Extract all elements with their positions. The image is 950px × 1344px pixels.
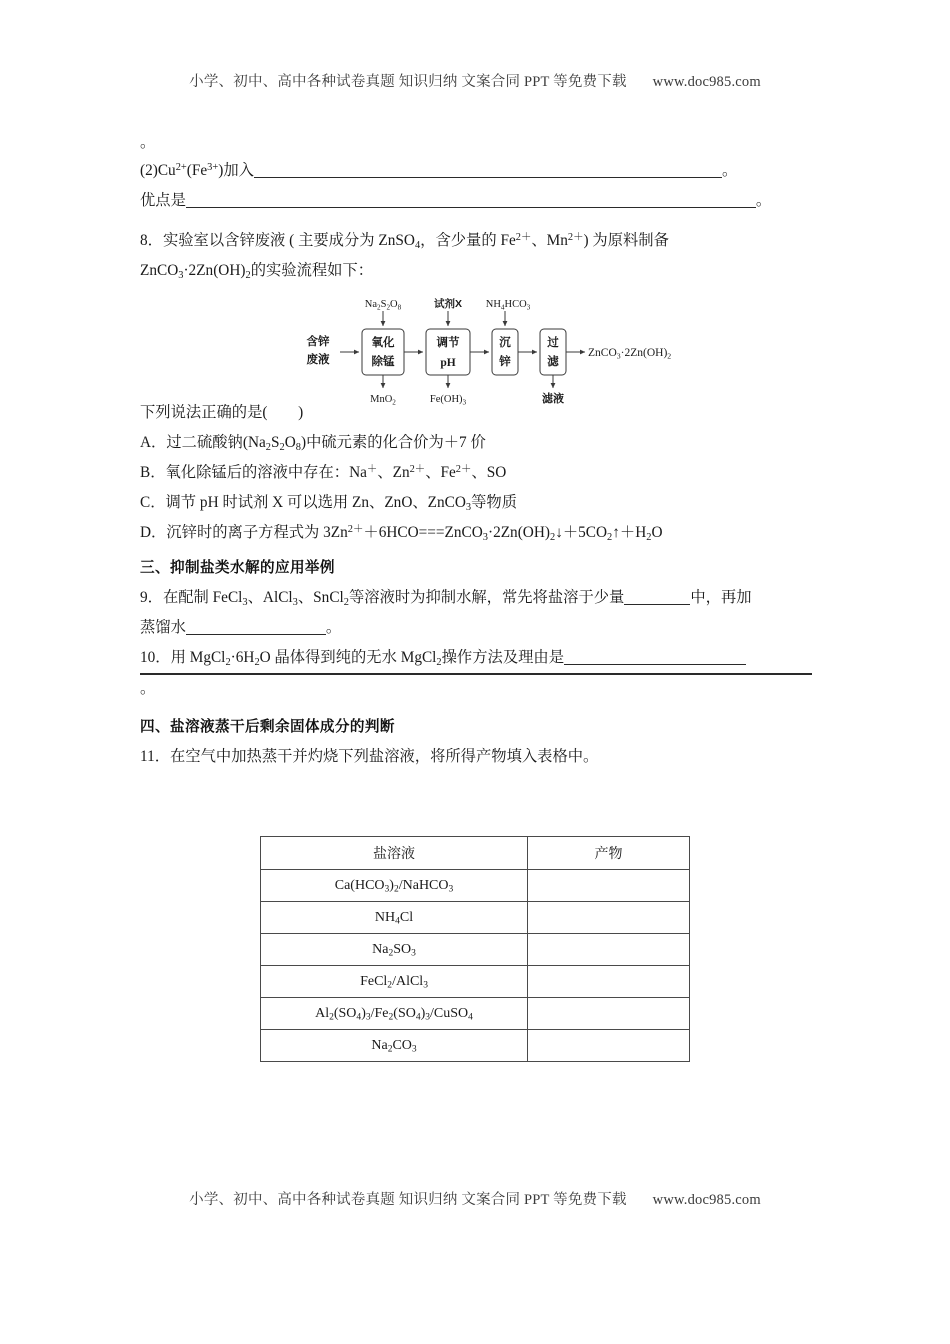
option-a-t4: )中硫元素的化合价为＋7 价: [300, 434, 486, 451]
q9-t2: 、AlCl: [247, 589, 293, 606]
f-s: 2: [387, 980, 393, 991]
q2-sup-cu: 2+: [175, 162, 187, 174]
f-s: 3: [423, 980, 428, 991]
flow-reagent-na2s2o8: $Na_2S_2O_8$: [364, 299, 402, 312]
option-b-s2: 2＋: [409, 464, 426, 476]
option-c-t2: 等物质: [471, 494, 518, 511]
f-t: Cl: [399, 909, 414, 925]
table-row: [261, 870, 690, 902]
table-cell-salt: [261, 870, 528, 902]
flow-box-1-line2: 除锰: [371, 356, 395, 368]
q8-text-2: ，含少量的 Fe: [420, 232, 516, 249]
table-cell-salt: [261, 934, 528, 966]
advantage-line: [140, 186, 812, 216]
option-b-t2: 、Zn: [377, 464, 410, 481]
q9-t3: 、SnCl: [297, 589, 344, 606]
table-cell-salt: [261, 1030, 528, 1062]
option-a-s2: 2: [279, 441, 285, 453]
flow-box-4-line1: 过: [547, 337, 559, 349]
q2-suffix: )加入: [218, 162, 254, 179]
q8-formula-sub-2: 2: [245, 269, 251, 281]
option-d-s5: 2: [646, 531, 652, 543]
option-a-t3: O: [284, 434, 296, 451]
advantage-label: 优点是: [140, 192, 186, 209]
q8-text-3: 、Mn: [531, 232, 568, 249]
flow-box-1: [362, 329, 404, 375]
f-t: Na: [371, 1037, 388, 1053]
q9-t4: 等溶液时为抑制水解，常先将盐溶于少量: [348, 589, 625, 606]
f-s: 3: [425, 1012, 431, 1023]
experiment-flowchart: [296, 292, 676, 407]
flow-output-filtrate: 滤液: [542, 393, 564, 405]
f-s: 4: [395, 916, 400, 927]
f-s: 2: [387, 1044, 393, 1055]
table-row: [261, 966, 690, 998]
q10-s3: 2: [436, 656, 442, 668]
flow-box-2-line1: 调节: [436, 337, 460, 349]
section-3-heading: 三、抑制盐类水解的应用举例: [140, 560, 335, 576]
f-s: 4: [356, 1012, 362, 1023]
flow-box-4-line2: 滤: [547, 356, 559, 368]
q9-s1: 3: [242, 596, 248, 608]
f-s: 2: [393, 884, 399, 895]
table-header-row: [261, 837, 690, 870]
option-b-label: B．: [140, 464, 166, 481]
f-t: /Fe: [370, 1005, 389, 1021]
f-s: 4: [468, 1012, 473, 1023]
f-s: 3: [411, 948, 416, 959]
flow-box-1-line1: 氧化: [371, 337, 395, 349]
table-cell-product[interactable]: [528, 1030, 690, 1062]
f-t: /NaHCO: [398, 877, 449, 893]
q9-t1: 在配制 FeCl: [162, 589, 243, 606]
table-cell-salt: [261, 902, 528, 934]
table-cell-product[interactable]: [528, 902, 690, 934]
f-s: 2: [388, 948, 394, 959]
flow-reagent-nh4hco3: $NH_4HCO_3$: [485, 299, 531, 312]
option-d-t6: O: [651, 524, 663, 541]
f-t: ): [420, 1005, 426, 1021]
option-d-s3: 2: [550, 531, 556, 543]
content-column: [140, 130, 812, 772]
q2-sup-fe: 3+: [207, 162, 219, 174]
option-d-s4: 2: [607, 531, 613, 543]
question-8-stem-line2: [140, 256, 812, 286]
option-d-s2: 3: [482, 531, 488, 543]
option-d-s1: 2＋: [347, 524, 364, 536]
option-d-label: D．: [140, 524, 167, 541]
option-a-t2: S: [270, 434, 280, 451]
table-row: [261, 902, 690, 934]
f-t: Na: [372, 941, 389, 957]
table-cell-salt: [261, 998, 528, 1030]
f-s: 2: [329, 1012, 334, 1023]
flow-box-3-line1: 沉: [499, 337, 511, 349]
q10-number: 10．: [140, 649, 171, 666]
q11-text: 在空气中加热蒸干并灼烧下列盐溶液，将所得产物填入表格中。: [170, 748, 599, 765]
flow-reagent-x: 试剂X: [433, 298, 463, 310]
q8-sup-fe: 2＋: [515, 232, 532, 244]
table-cell-product[interactable]: [528, 998, 690, 1030]
q10-s2: 2: [254, 656, 260, 668]
q9-line2-end: 。: [325, 619, 342, 636]
f-s: 3: [384, 884, 390, 895]
watermark-text: 小学、初中、高中各种试卷真题 知识归纳 文案合同 PPT 等免费下载: [189, 74, 627, 90]
footer-watermark: [0, 1188, 950, 1209]
flow-output-mno2: MnO$_2$: [370, 394, 396, 407]
q9-blank-1[interactable]: [624, 589, 690, 605]
advantage-end-period: 。: [755, 192, 772, 209]
option-b-t3: 、Fe: [425, 464, 456, 481]
q8-formula-sub-1: 3: [178, 269, 184, 281]
q10-t1: 用 MgCl: [170, 649, 226, 666]
table-cell-product[interactable]: [528, 934, 690, 966]
option-c-s1: 3: [465, 501, 472, 513]
table-cell-product[interactable]: [528, 966, 690, 998]
q8-formula-c: 的实验流程如下：: [250, 262, 374, 279]
f-t: (SO: [393, 1005, 416, 1021]
option-a-t1: 过二硫酸钠(Na: [166, 434, 266, 451]
flow-source-line1: 含锌: [306, 336, 330, 348]
question-2-line: [140, 156, 812, 186]
q9-line2-label: 蒸馏水: [140, 619, 186, 636]
question-9-line2: [140, 613, 812, 643]
flow-product: $ZnCO_3\cdot 2Zn(OH)_2$: [588, 347, 672, 361]
watermark-url: www.doc985.com: [652, 1192, 761, 1208]
f-s: 3: [411, 1044, 417, 1055]
f-s: 3: [448, 884, 454, 895]
option-d-t3: ·2Zn(OH): [487, 524, 550, 541]
option-c[interactable]: [140, 488, 812, 518]
option-d-t4: ↓＋5CO: [555, 524, 608, 541]
option-a-s1: 2: [265, 441, 271, 453]
option-b-s1: ＋: [366, 464, 378, 476]
q2-answer-blank[interactable]: [254, 162, 722, 178]
flow-source-line2: 废液: [306, 354, 330, 366]
flow-output-feoh3: $Fe(OH)_3$: [429, 394, 467, 407]
watermark-url: www.doc985.com: [652, 74, 761, 90]
q9-s2: 3: [292, 596, 298, 608]
flow-box-2-line2: pH: [440, 357, 456, 369]
q2-prefix: (2)Cu: [140, 162, 176, 179]
f-t: CO: [392, 1037, 412, 1053]
option-d[interactable]: [140, 518, 812, 548]
q8-sup-mn: 2＋: [567, 232, 584, 244]
f-t: ): [361, 1005, 366, 1021]
f-t: Al: [315, 1005, 330, 1021]
q8-number: 8．: [140, 232, 163, 249]
table-header-salt: 盐溶液: [261, 837, 528, 870]
q9-t5: 中，再加: [690, 589, 752, 606]
q10-t3: O 晶体得到纯的无水 MgCl: [259, 649, 437, 666]
table-row: [261, 1030, 690, 1062]
table-cell-product[interactable]: [528, 870, 690, 902]
flow-box-4: [540, 329, 566, 375]
advantage-answer-blank[interactable]: [186, 192, 756, 208]
q8-text-4: ) 为原料制备: [583, 232, 669, 249]
option-c-label: C．: [140, 494, 166, 511]
option-b-t1: 氧化除锰后的溶液中存在：Na: [165, 464, 367, 481]
table-header-product: 产物: [528, 837, 690, 870]
q8-text-1: 实验室以含锌废液 ( 主要成分为 ZnSO: [162, 232, 415, 249]
option-d-t1: 沉锌时的离子方程式为 3Zn: [166, 524, 348, 541]
option-c-t1: 调节 pH 时试剂 X 可以选用 Zn、ZnO、ZnCO: [165, 494, 466, 511]
f-t: ): [389, 877, 394, 893]
header-watermark: [0, 70, 950, 91]
question-8-prompt: 下列说法正确的是( ): [140, 404, 304, 421]
q8-formula-a: ZnCO: [140, 262, 179, 279]
stray-period: 。: [140, 134, 156, 151]
q11-number: 11．: [140, 748, 171, 765]
q10-blank-1[interactable]: [564, 649, 746, 665]
q9-s3: 2: [343, 596, 349, 608]
question-8-stem: [140, 225, 812, 256]
q2-end-period: 。: [721, 162, 738, 179]
q10-t4: 操作方法及理由是: [441, 649, 565, 666]
f-t: Ca(HCO: [334, 877, 385, 893]
q10-t2: ·6H: [230, 649, 255, 666]
option-a[interactable]: [140, 428, 812, 458]
f-s: 2: [388, 1012, 394, 1023]
option-a-s3: 8: [295, 441, 301, 453]
option-b-t4: 、SO: [471, 464, 507, 481]
q9-blank-2[interactable]: [186, 619, 326, 635]
table-cell-salt: [261, 966, 528, 998]
option-d-t5: ↑＋H: [612, 524, 647, 541]
flow-box-3: [492, 329, 518, 375]
table-row: [261, 998, 690, 1030]
q8-formula-b: ·2Zn(OH): [183, 262, 246, 279]
f-s: 4: [415, 1012, 421, 1023]
option-a-label: A．: [140, 434, 167, 451]
f-t: SO: [393, 941, 412, 957]
salt-solution-table-wrapper: [260, 836, 690, 1062]
q2-mid: (Fe: [186, 162, 208, 179]
option-b-s3: 2＋: [455, 464, 472, 476]
f-s: 3: [365, 1012, 371, 1023]
q8-sub-znso4: 4: [414, 239, 421, 251]
salt-solution-table: [260, 836, 690, 1062]
flow-box-3-line2: 锌: [499, 356, 511, 368]
question-11-line: [140, 742, 812, 772]
option-d-t2: ＋6HCO===ZnCO: [363, 524, 483, 541]
f-t: NH: [374, 909, 396, 925]
option-b[interactable]: [140, 458, 812, 488]
f-t: /CuSO: [430, 1005, 469, 1021]
section-4-heading: 四、盐溶液蒸干后剩余固体成分的判断: [140, 719, 395, 735]
q9-number: 9．: [140, 589, 163, 606]
f-t: /AlCl: [392, 973, 424, 989]
watermark-text: 小学、初中、高中各种试卷真题 知识归纳 文案合同 PPT 等免费下载: [189, 1192, 627, 1208]
question-10-line1: [140, 643, 812, 673]
q10-s1: 2: [225, 656, 231, 668]
question-9-line1: [140, 583, 812, 613]
f-t: (SO: [333, 1005, 357, 1021]
q10-end-period: 。: [140, 680, 156, 697]
f-t: FeCl: [360, 973, 388, 989]
table-row: [261, 934, 690, 966]
